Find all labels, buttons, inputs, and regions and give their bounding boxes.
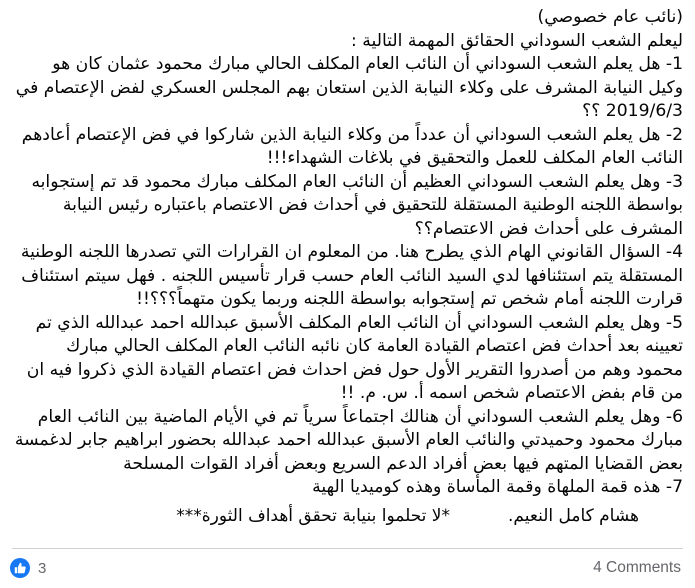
comments-link[interactable]: 4 Comments [593, 559, 681, 576]
post-point-5: 5- وهل يعلم الشعب السوداني أن النائب العام المكلف الأسبق عبدالله احمد عبدالله الذي تم تعيينه بعد أحداث فض اعتصام القيادة العامة كان نائبه النائب العام المكلف الحالي مبارك محمود وهم من أصدروا التقرير الأول حول فض احداث فض اعتصام القيادة الذي ذكروا فيه ان من قام بفض الاعتصام شخص اسمه أ. س. م. !! [26, 312, 683, 403]
post-point-4: 4- السؤال القانوني الهام الذي يطرح هنا. من المعلوم ان القرارات التي تصدرها اللجنه الوطنية المستقلة يتم استئنافها لدي السيد النائب العام حسب قرار تأسيس اللجنه . فهل سيتم استئناف قرارت اللجنه أمام شخص تم إستجوابه بواسطة اللجنه وربما يكون متهماً؟؟؟!! [20, 242, 683, 309]
footer-divider [12, 548, 683, 549]
reactions-summary[interactable] [10, 558, 46, 578]
post-point-6: 6- وهل يعلم الشعب السوداني أن هنالك اجتماعاً سرياً تم في الأيام الماضية بين النائب العام مبارك محمود وحميدتي والنائب العام الأسبق عبدالله احمد عبدالله بحضور ابراهيم جابر لدغمسة بعض القضايا المتهم فيها بعض أفراد الدعم السريع وبعض أفراد القوات المسلحة [14, 406, 683, 474]
post-heading: (نائب عام خصوصي) [537, 7, 683, 27]
post-signoff [0, 500, 695, 526]
post-slogan: *لا تحلموا بنيابة تحقق أهداف الثورة*** [176, 505, 451, 526]
post-point-1: 1- هل يعلم الشعب السوداني أن النائب العام المكلف الحالي مبارك محمود عثمان كان هو وكيل النيابة المشرف على وكلاء النيابة الذين استعان بهم المجلس العسكري لفض الإعتصام في 2019/6/3 ؟؟ [15, 54, 683, 121]
post-point-2: 2- هل يعلم الشعب السوداني أن عدداً من وكلاء النيابة الذين شاركوا في فض الإعتصام أعادهم النائب العام المكلف للعمل والتحقيق في بلاغات الشهداء!!! [21, 124, 683, 168]
post-point-7: 7- هذه قمة الملهاة وقمة المأساة وهذه كوميديا الهية [312, 477, 683, 497]
reaction-count: 3 [38, 559, 47, 577]
post-intro: ليعلم الشعب السوداني الحقائق المهمة التالية : [351, 30, 683, 51]
like-icon [10, 558, 30, 578]
post-point-3: 3- وهل يعلم الشعب السوداني العظيم أن النائب العام المكلف مبارك محمود قد تم إستجوابه بواسطة اللجنه الوطنية المستقلة للتحقيق في أحداث فض الاعتصام باعتباره رئيس النيابة المشرف على أحداث فض الاعتصام؟؟ [31, 171, 683, 239]
post-author-name: هشام كامل النعيم. [508, 505, 639, 526]
post-footer [10, 552, 681, 584]
